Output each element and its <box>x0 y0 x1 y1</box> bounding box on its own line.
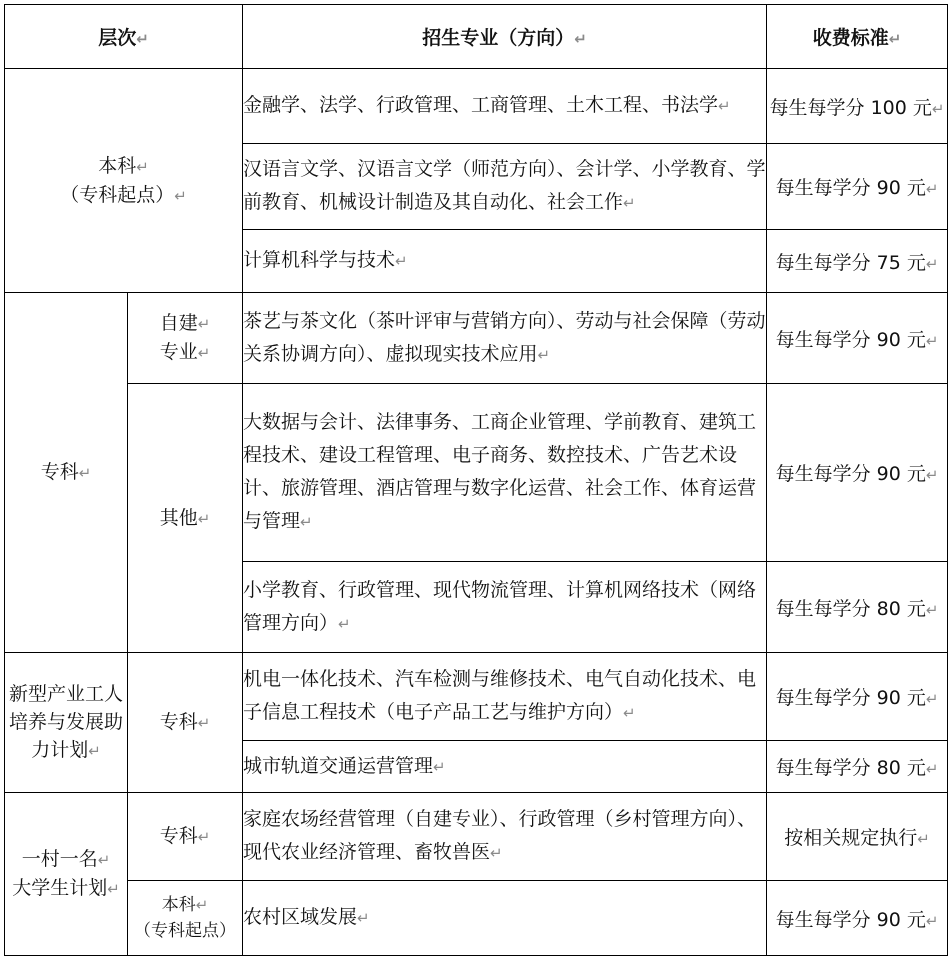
major-cell: 家庭农场经营管理（自建专业）、行政管理（乡村管理方向）、现代农业经济管理、畜牧兽医↵ <box>243 793 767 881</box>
table-row <box>5 881 948 956</box>
fee-cell: 每生每学分 90 元↵ <box>767 144 948 230</box>
major-cell: 计算机科学与技术↵ <box>243 230 767 293</box>
fee-cell: 每生每学分 90 元↵ <box>767 881 948 956</box>
major-cell: 金融学、法学、行政管理、工商管理、土木工程、书法学↵ <box>243 69 767 144</box>
level-benke: 本科↵ （专科起点）↵ <box>5 69 243 293</box>
sub-xinxing-zhuanke: 专科↵ <box>128 653 243 793</box>
major-cell: 城市轨道交通运营管理↵ <box>243 741 767 793</box>
sub-yicun-benke: 本科↵ （专科起点） <box>128 881 243 956</box>
level-xinxing: 新型产业工人培养与发展助力计划↵ <box>5 653 128 793</box>
level-yicun: 一村一名↵ 大学生计划↵ <box>5 793 128 956</box>
fee-cell: 每生每学分 90 元↵ <box>767 384 948 562</box>
major-cell: 小学教育、行政管理、现代物流管理、计算机网络技术（网络管理方向）↵ <box>243 562 767 653</box>
table-row <box>5 293 948 384</box>
sub-zijian: 自建↵ 专业↵ <box>128 293 243 384</box>
major-cell: 大数据与会计、法律事务、工商企业管理、学前教育、建筑工程技术、建设工程管理、电子商务、数控技术、广告艺术设计、旅游管理、酒店管理与数字化运营、社会工作、体育运营与管理↵ <box>243 384 767 562</box>
table-row <box>5 653 948 741</box>
fee-cell: 每生每学分 80 元↵ <box>767 741 948 793</box>
major-cell: 茶艺与茶文化（茶叶评审与营销方向）、劳动与社会保障（劳动关系协调方向）、虚拟现实技术应用↵ <box>243 293 767 384</box>
fee-cell: 按相关规定执行↵ <box>767 793 948 881</box>
header-level: 层次↵ <box>5 5 243 69</box>
fee-table <box>4 4 948 956</box>
major-cell: 农村区域发展↵ <box>243 881 767 956</box>
fee-cell: 每生每学分 100 元↵ <box>767 69 948 144</box>
header-major: 招生专业（方向）↵ <box>243 5 767 69</box>
table-row <box>5 69 948 144</box>
sub-yicun-zhuanke: 专科↵ <box>128 793 243 881</box>
fee-cell: 每生每学分 80 元↵ <box>767 562 948 653</box>
sub-other: 其他↵ <box>128 384 243 653</box>
header-fee: 收费标准↵ <box>767 5 948 69</box>
fee-cell: 每生每学分 90 元↵ <box>767 653 948 741</box>
fee-cell: 每生每学分 75 元↵ <box>767 230 948 293</box>
level-zhuanke: 专科↵ <box>5 293 128 653</box>
major-cell: 机电一体化技术、汽车检测与维修技术、电气自动化技术、电子信息工程技术（电子产品工艺与维护方向）↵ <box>243 653 767 741</box>
major-cell: 汉语言文学、汉语言文学（师范方向）、会计学、小学教育、学前教育、机械设计制造及其自动化、社会工作↵ <box>243 144 767 230</box>
table-row <box>5 384 948 562</box>
fee-cell: 每生每学分 90 元↵ <box>767 293 948 384</box>
table-row <box>5 793 948 881</box>
header-row <box>5 5 948 69</box>
